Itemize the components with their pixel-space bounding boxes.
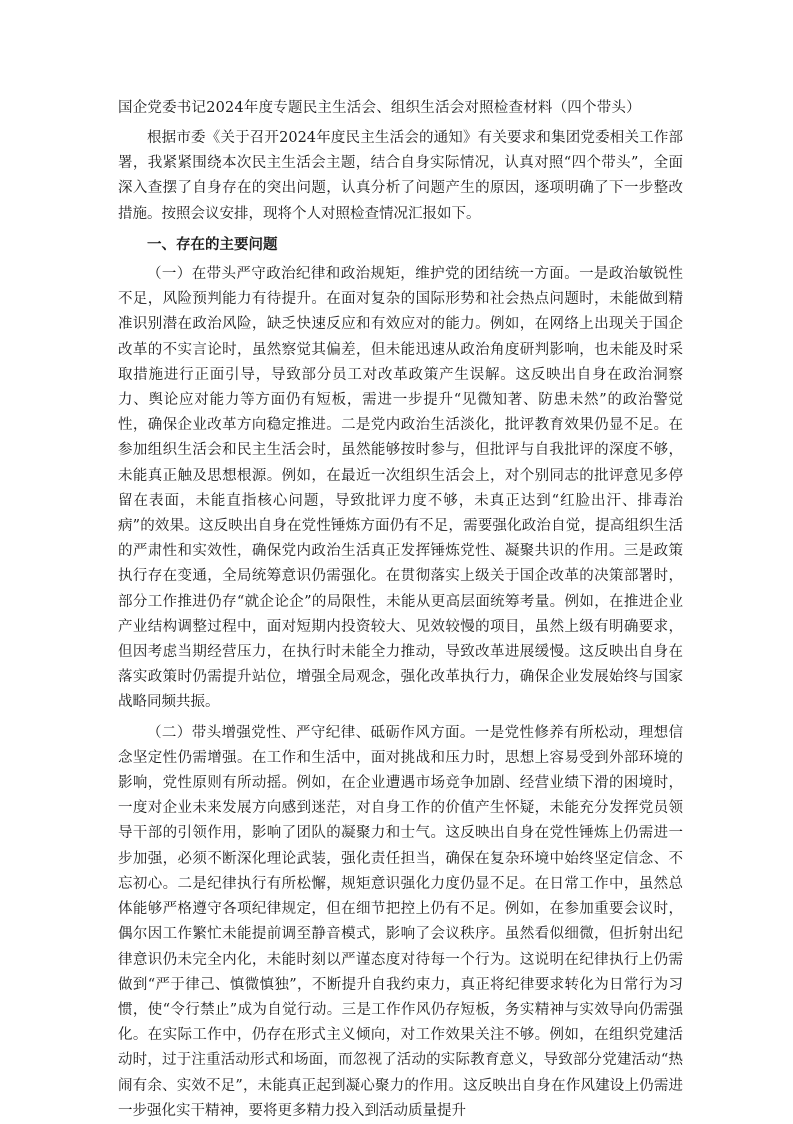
body-paragraph-1: （一）在带头严守政治纪律和政治规矩，维护党的团结统一方面。一是政治敏锐性不足，风险预判能力有待提升。在面对复杂的国际形势和社会热点问题时，未能做到精准识别潜在政治风险，缺乏快速反应和有效应对的能力。例如，在网络上出现关于国企改革的不实言论时，虽然察觉其偏差，但未能迅速从政治角度研判影响，也未能及时采取措施进行正面引导，导致部分员工对改革政策产生误解。这反映出自身在政治洞察力、舆论应对能力等方面仍有短板，需进一步提升“见微知著、防患未然”的政治警觉性，确保企业改革方向稳定推进。二是党内政治生活淡化，批评教育效果仍显不足。在参加组织生活会和民主生活会时，虽然能够按时参与，但批评与自我批评的深度不够，未能真正触及思想根源。例如，在最近一次组织生活会上，对个别同志的批评意见多停留在表面，未能直指核心问题，导致批评力度不够，未真正达到“红脸出汗、排毒治病”的效果。这反映出自身在党性锤炼方面仍有不足，需要强化政治自觉，提高组织生活的严肃性和实效性，确保党内政治生活真正发挥锤炼党性、凝聚共识的作用。三是政策执行存在变通，全局统筹意识仍需强化。在贯彻落实上级关于国企改革的决策部署时，部分工作推进仍存“就企论企”的局限性，未能从更高层面统筹考量。例如，在推进企业产业结构调整过程中，面对短期内投资较大、见效较慢的项目，虽然上级有明确要求，但因考虑当期经营压力，在执行时未能全力推动，导致改革进展缓慢。这反映出自身在落实政策时仍需提升站位，增强全局观念，强化改革执行力，确保企业发展始终与国家战略同频共振。 — [118, 266, 683, 711]
body-paragraph-2: （二）带头增强党性、严守纪律、砥砺作风方面。一是党性修养有所松动，理想信念坚定性仍需增强。在工作和生活中，面对挑战和压力时，思想上容易受到外部环境的影响，党性原则有所动摇。例如，在企业遭遇市场竞争加剧、经营业绩下滑的困境时，一度对企业未来发展方向感到迷茫，对自身工作的价值产生怀疑，未能充分发挥党员领导干部的引领作用，影响了团队的凝聚力和士气。这反映出自身在党性锤炼上仍需进一步加强，必须不断深化理论武装，强化责任担当，确保在复杂环境中始终坚定信念、不忘初心。二是纪律执行有所松懈，规矩意识强化力度仍显不足。在日常工作中，虽然总体能够严格遵守各项纪律规定，但在细节把控上仍有不足。例如，在参加重要会议时，偶尔因工作繁忙未能提前调至静音模式，影响了会议秩序。虽然看似细微，但折射出纪律意识仍未完全内化，未能时刻以严谨态度对待每一个行为。这说明在纪律执行上仍需做到“严于律己、慎微慎独”，不断提升自我约束力，真正将纪律要求转化为日常行为习惯，使“令行禁止”成为自觉行动。三是工作作风仍存短板，务实精神与实效导向仍需强化。在实际工作中，仍存在形式主义倾向，对工作效果关注不够。例如，在组织党建活动时，过于注重活动形式和场面，而忽视了活动的实际教育意义，导致部分党建活动“热闹有余、实效不足”，未能真正起到凝心聚力的作用。这反映出自身在作风建设上仍需进一步强化实干精神，要将更多精力投入到活动质量提升 — [118, 724, 683, 1119]
intro-paragraph: 根据市委《关于召开2024年度民主生活会的通知》有关要求和集团党委相关工作部署，我紧紧围绕本次民主生活会主题，结合自身实际情况，认真对照“四个带头”，全面深入查摆了自身存在的突出问题，认真分析了问题产生的原因，逐项明确了下一步整改措施。按照会议安排，现将个人对照检查情况汇报如下。 — [118, 130, 683, 222]
section-heading: 一、存在的主要问题 — [147, 235, 278, 253]
document-title: 国企党委书记2024年度专题民主生活会、组织生活会对照检查材料（四个带头） — [118, 100, 641, 116]
